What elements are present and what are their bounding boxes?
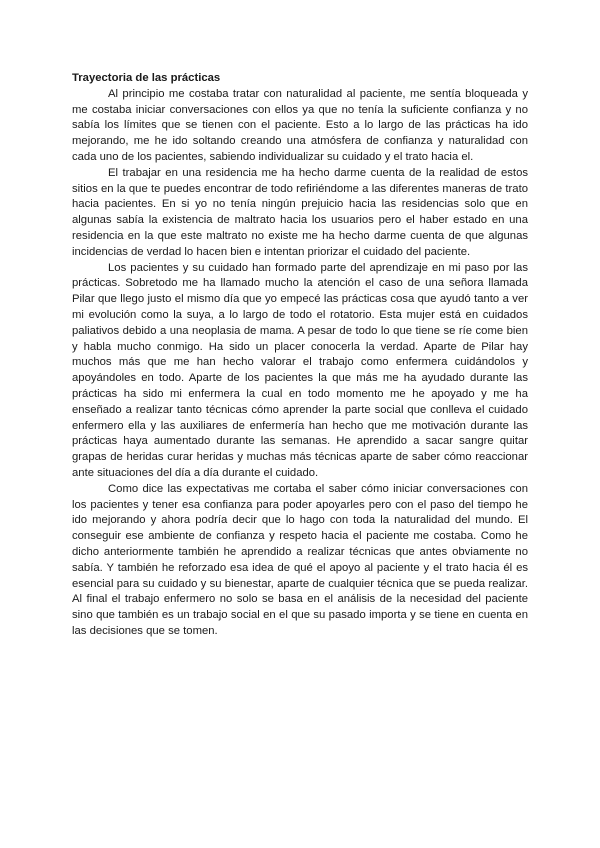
paragraph-2: El trabajar en una residencia me ha hecho darme cuenta de la realidad de estos sitios en la que te puedes encontrar de todo refiriéndome a las diferentes maneras de trato hacia pacientes. En si yo no tenía ningún prejuicio hacia las residencias solo que en algunas sabía la existencia de maltrato hacia los usuarios pero el haber estado en una residencia en la que este maltrato no existe me ha hecho darme cuenta de que algunas incidencias de verdad lo hacen bien e intentan priorizar el cuidado del paciente.: [72, 166, 528, 258]
paragraph-3: Los pacientes y su cuidado han formado parte del aprendizaje en mi paso por las prácticas. Sobretodo me ha llamado mucho la atención el caso de una señora llamada Pilar que llego justo el mismo día que yo empecé las prácticas cosa que ayudó tanto a ver mi evolución como la suya, a lo largo de todo el rotatorio. Esta mujer está en cuidados paliativos debido a una neoplasia de mama. A pesar de todo lo que tiene se ríe come bien y habla mucho conmigo. Ha sido un placer conocerla la verdad. Aparte de Pilar hay muchos más que me han hecho valorar el trabajo como enfermera cuidándolos y apoyándoles en todo. Aparte de los pacientes la que más me ha ayudado durante las prácticas ha sido mi enfermera la cual en todo momento me he apoyado y me ha enseñado a realizar tanto técnicas cómo aprender la parte social que conlleva el cuidado enfermero ella y las auxiliares de enfermería han hecho que me motivación durante las prácticas haya aumentado durante las semanas. He aprendido a sacar sangre quitar grapas de heridas curar heridas y muchas más técnicas aparte de saber cómo reaccionar ante situaciones del día a día durante el cuidado.: [72, 261, 528, 479]
paragraph-1: Al principio me costaba tratar con naturalidad al paciente, me sentía bloqueada y me costaba iniciar conversaciones con ellos ya que no tenía la suficiente confianza y no sabía los límites que se tienen con el paciente. Esto a lo largo de las prácticas ha ido mejorando, me he ido soltando creando una atmósfera de confianza y naturalidad con cada uno de los pacientes, sabiendo individualizar su cuidado y el trato hacia el.: [72, 87, 528, 163]
paragraph-4: Como dice las expectativas me cortaba el saber cómo iniciar conversaciones con los pacientes y tener esa confianza para poder apoyarles pero con el paso del tiempo he ido mejorando y ahora podría decir que lo hago con toda la naturalidad del mundo. El conseguir ese ambiente de confianza y respeto hacia el paciente me costaba. Como he dicho anteriormente también he aprendido a realizar técnicas que antes obviamente no sabía. Y también he reforzado esa idea de qué el apoyo al paciente y el trato hacia él es esencial para su cuidado y su bienestar, aparte de cualquier técnica que se pueda realizar. Al final el trabajo enfermero no solo se basa en el análisis de la necesidad del paciente sino que también es un trabajo social en el que su pasado importa y se tiene en cuenta en las decisiones que se tomen.: [72, 482, 528, 637]
document-title: Trayectoria de las prácticas: [72, 72, 221, 84]
document-page: [72, 71, 528, 640]
